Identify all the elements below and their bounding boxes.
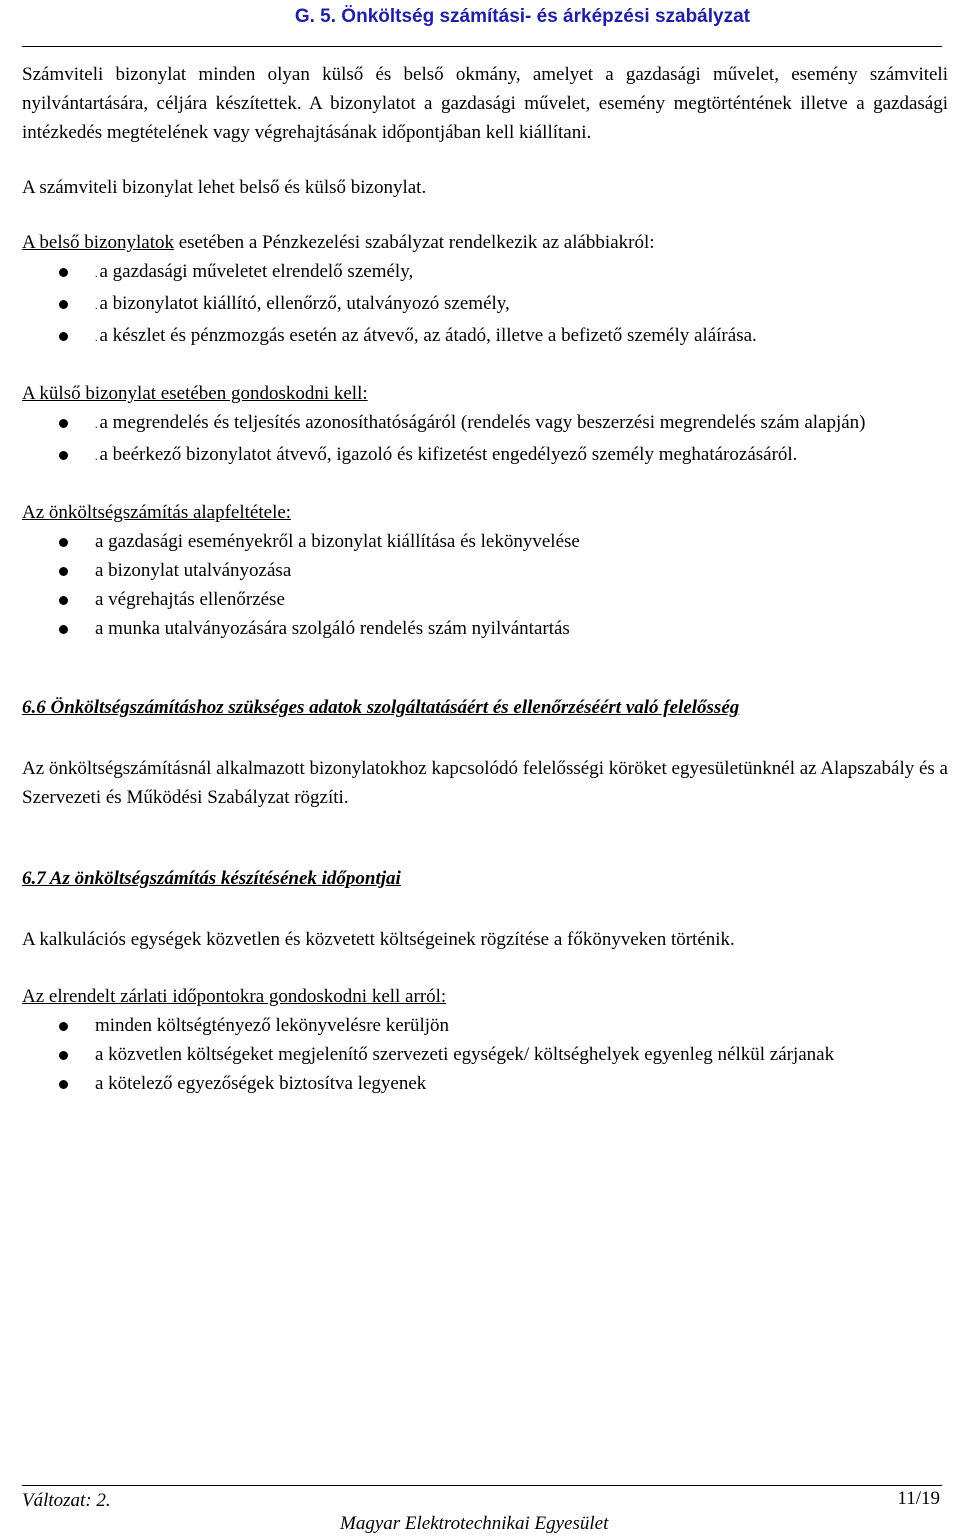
list-item: . a gazdasági műveletet elrendelő személy, [22, 257, 948, 289]
section-6-7-lead: Az elrendelt zárlati időpontokra gondoskodni kell arról: [22, 986, 447, 1007]
prereq-list [22, 527, 948, 643]
bullet-icon [59, 419, 68, 428]
intro-paragraph-2: A számviteli bizonylat lehet belső és külső bizonylat. [22, 177, 427, 198]
section-6-6-title: 6.6 Önköltségszámításhoz szükséges adatok szolgáltatásáért és ellenőrzéséért való felelősség [22, 697, 740, 718]
list-item: . a bizonylatot kiállító, ellenőrző, utalványozó személy, [22, 289, 948, 321]
bullet-icon [59, 451, 68, 460]
list-item: a végrehajtás ellenőrzése [22, 585, 948, 614]
list-item: a bizonylat utalványozása [22, 556, 948, 585]
bullet-icon [59, 538, 68, 547]
bullet-icon [59, 332, 68, 341]
bullet-icon [59, 268, 68, 277]
internal-lead-rest: esetében a Pénzkezelési szabályzat rendelkezik az alábbiakról: [173, 232, 655, 253]
external-lead: A külső bizonylat esetében gondoskodni kell: [22, 383, 368, 404]
bullet-icon [59, 1080, 68, 1089]
bullet-icon [59, 300, 68, 309]
internal-lead [22, 228, 948, 257]
list-item: . a beérkező bizonylatot átvevő, igazoló és kifizetést engedélyező személy meghatározásáról. [22, 440, 948, 472]
prereq-lead: Az önköltségszámítás alapfeltétele: [22, 502, 292, 523]
document-body [22, 60, 948, 1098]
list-item: . a készlet és pénzmozgás esetén az átvevő, az átadó, illetve a befizető személy aláírása. [22, 321, 948, 353]
internal-list [22, 257, 948, 353]
bullet-icon [59, 625, 68, 634]
section-6-7-title: 6.7 Az önköltségszámítás készítésének időpontjai [22, 868, 401, 889]
section-6-6-text: Az önköltségszámításnál alkalmazott bizonylatokhoz kapcsolódó felelősségi köröket egyesületünknél az Alapszabály és a Szervezeti és Működési Szabályzat rögzíti. [22, 758, 948, 808]
list-item: . a megrendelés és teljesítés azonosíthatóságáról (rendelés vagy beszerzési megrendelés szám alapján) [22, 408, 948, 440]
header-rule [22, 46, 942, 47]
bullet-icon [59, 596, 68, 605]
bullet-icon [59, 1051, 68, 1060]
external-list [22, 408, 948, 472]
list-item: minden költségtényező lekönyvelésre kerüljön [22, 1011, 948, 1040]
footer-organization: Magyar Elektrotechnikai Egyesület [340, 1513, 609, 1534]
bullet-icon [59, 567, 68, 576]
list-item: a gazdasági eseményekről a bizonylat kiállítása és lekönyvelése [22, 527, 948, 556]
page-header-title: G. 5. Önköltség számítási- és árképzési szabályzat [294, 6, 750, 27]
section-6-7-list [22, 1011, 948, 1098]
intro-paragraph: Számviteli bizonylat minden olyan külső és belső okmány, amelyet a gazdasági művelet, esemény számviteli nyilvántartására, céljára készítettek. A bizonylatot a gazdasági művelet, esemény megtörténtének illetve a gazdasági intézkedés megtételének vagy végrehajtásának időpontjában kell kiállítani. [22, 64, 948, 143]
list-item: a közvetlen költségeket megjelenítő szervezeti egységek/ költséghelyek egyenleg nélkül zárjanak [22, 1040, 948, 1069]
footer-page-number: 11/19 [897, 1488, 940, 1509]
footer-version: Változat: 2. [22, 1490, 111, 1511]
bullet-icon [59, 1022, 68, 1031]
footer-rule [22, 1485, 942, 1486]
list-item: a munka utalványozására szolgáló rendelés szám nyilvántartás [22, 614, 948, 643]
internal-lead-underlined: A belső bizonylatok [22, 232, 174, 253]
list-item: a kötelező egyezőségek biztosítva legyenek [22, 1069, 948, 1098]
section-6-7-text: A kalkulációs egységek közvetlen és közvetett költségeinek rögzítése a főkönyveken történik. [22, 929, 735, 950]
